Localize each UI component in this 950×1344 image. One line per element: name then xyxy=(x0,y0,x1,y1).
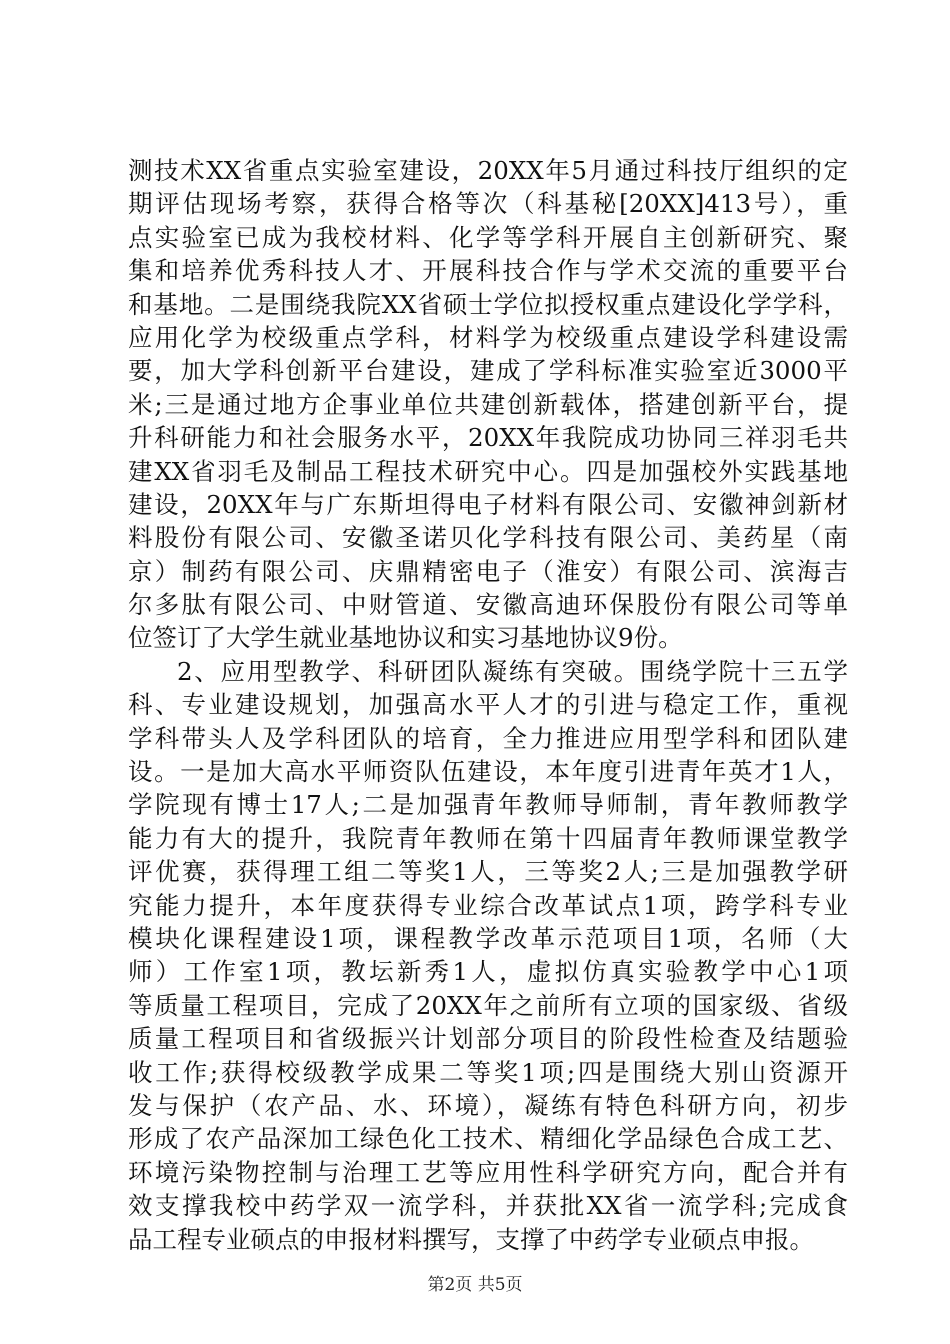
text-line: 应用化学为校级重点学科，材料学为校级重点建设学科建设需 xyxy=(128,322,848,352)
text-line: 点实验室已成为我校材料、化学等学科开展自主创新研究、聚 xyxy=(128,222,848,252)
document-body xyxy=(128,154,848,1256)
text-line: 评优赛，获得理工组二等奖1人，三等奖2人;三是加强教学研 xyxy=(128,857,848,887)
text-line: 师）工作室1项，教坛新秀1人，虚拟仿真实验教学中心1项 xyxy=(128,957,848,987)
text-line: 集和培养优秀科技人才、开展科技合作与学术交流的重要平台 xyxy=(128,256,848,286)
text-line: 建XX省羽毛及制品工程技术研究中心。四是加强校外实践基地 xyxy=(128,456,848,486)
text-line: 能力有大的提升，我院青年教师在第十四届青年教师课堂教学 xyxy=(128,823,848,853)
text-line: 期评估现场考察，获得合格等次（科基秘[20XX]413号），重 xyxy=(128,189,848,219)
text-line: 米;三是通过地方企事业单位共建创新载体，搭建创新平台，提 xyxy=(128,389,848,419)
text-line: 质量工程项目和省级振兴计划部分项目的阶段性检查及结题验 xyxy=(128,1024,848,1054)
text-line: 学科带头人及学科团队的培育，全力推进应用型学科和团队建 xyxy=(128,723,848,753)
text-line: 究能力提升，本年度获得专业综合改革试点1项，跨学科专业 xyxy=(128,890,848,920)
text-line: 和基地。二是围绕我院XX省硕士学位拟授权重点建设化学学科， xyxy=(128,289,848,319)
text-line: 科、专业建设规划，加强高水平人才的引进与稳定工作，重视 xyxy=(128,690,848,720)
text-line: 模块化课程建设1项，课程教学改革示范项目1项，名师（大 xyxy=(128,923,848,953)
text-line: 品工程专业硕点的申报材料撰写，支撑了中药学专业硕点申报。 xyxy=(128,1224,814,1254)
text-line: 位签订了大学生就业基地协议和实习基地协议9份。 xyxy=(128,623,683,653)
text-line: 尔多肽有限公司、中财管道、安徽高迪环保股份有限公司等单 xyxy=(128,590,848,620)
page-footer: 第2页 共5页 xyxy=(427,1275,523,1295)
text-line: 形成了农产品深加工绿色化工技术、精细化学品绿色合成工艺、 xyxy=(128,1124,848,1154)
text-line: 京）制药有限公司、庆鼎精密电子（淮安）有限公司、滨海吉 xyxy=(128,556,848,586)
paragraph-2 xyxy=(128,655,848,1256)
text-line: 环境污染物控制与治理工艺等应用性科学研究方向，配合并有 xyxy=(128,1157,848,1187)
text-line: 升科研能力和社会服务水平，20XX年我院成功协同三祥羽毛共 xyxy=(128,423,848,453)
text-line: 效支撑我校中药学双一流学科，并获批XX省一流学科;完成食 xyxy=(128,1191,848,1221)
text-line: 设。一是加大高水平师资队伍建设，本年度引进青年英才1人， xyxy=(128,757,848,787)
text-line: 测技术XX省重点实验室建设，20XX年5月通过科技厅组织的定 xyxy=(128,156,848,185)
text-line: 收工作;获得校级教学成果二等奖1项;四是围绕大别山资源开 xyxy=(128,1057,848,1087)
text-line: 建设，20XX年与广东斯坦得电子材料有限公司、安徽神剑新材 xyxy=(128,489,848,519)
text-line: 要，加大学科创新平台建设，建成了学科标准实验室近3000平 xyxy=(128,356,848,386)
paragraph-1 xyxy=(128,154,848,655)
text-line: 2、应用型教学、科研团队凝练有突破。围绕学院十三五学 xyxy=(177,656,848,686)
text-line: 等质量工程项目，完成了20XX年之前所有立项的国家级、省级 xyxy=(128,990,848,1020)
text-line: 发与保护（农产品、水、环境），凝练有特色科研方向，初步 xyxy=(128,1090,848,1120)
text-line: 学院现有博士17人;二是加强青年教师导师制，青年教师教学 xyxy=(128,790,848,820)
text-line: 料股份有限公司、安徽圣诺贝化学科技有限公司、美药星（南 xyxy=(128,523,848,553)
